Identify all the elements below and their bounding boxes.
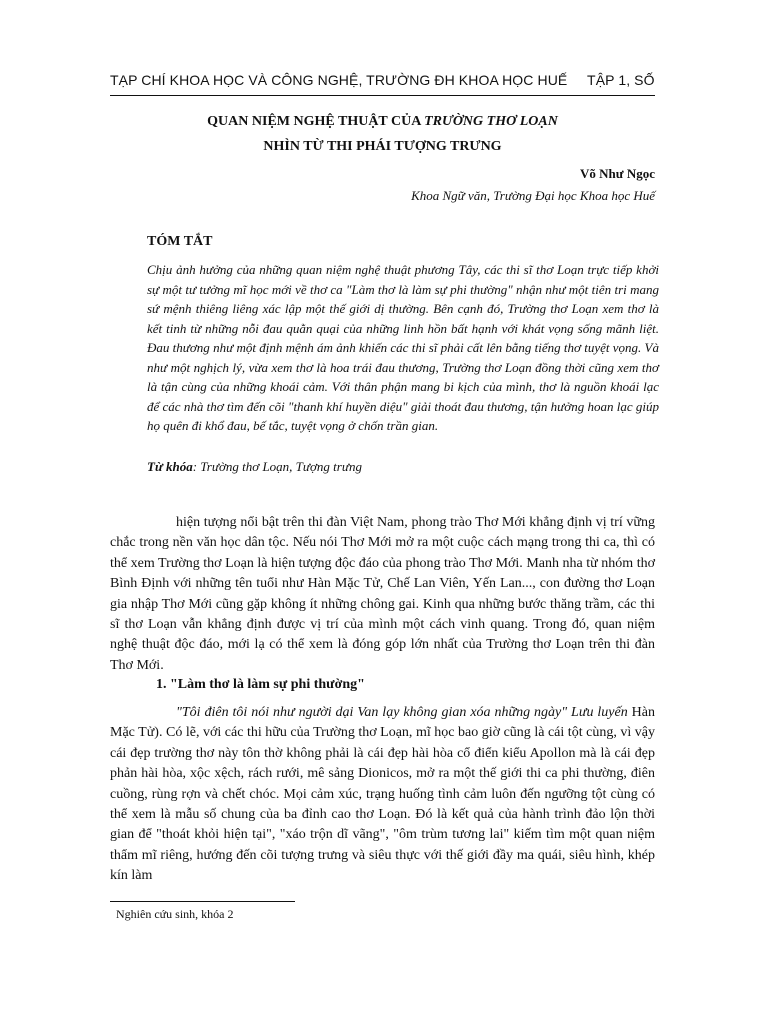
- keywords-list: : Trường thơ Loạn, Tượng trưng: [192, 459, 362, 474]
- journal-header: TẠP CHÍ KHOA HỌC VÀ CÔNG NGHỆ, TRƯỜNG ĐH KHOA HỌC HUẾ TẬP 1, SỐ: [110, 72, 655, 88]
- author-affiliation: Khoa Ngữ văn, Trường Đại học Khoa học Huế: [411, 188, 655, 203]
- title-prefix: QUAN NIỆM NGHỆ THUẬT CỦA: [207, 114, 425, 129]
- footnote-rule: [110, 901, 295, 902]
- section-1-quote: "Tôi điên tôi nói như người dại Van lạy không gian xóa những ngày" Lưu luyến: [176, 705, 628, 720]
- abstract-body: Chịu ảnh hưởng của những quan niệm nghệ thuật phương Tây, các thi sĩ thơ Loạn trực tiếp khởi sự một tư tưởng mĩ học mới về thơ ca "Làm thơ là làm sự phi thường" nhận như một tiên tri mang sứ mệnh thiêng liêng xác lập một thế giới dị thường. Bên cạnh đó, Trường thơ Loạn xem thơ là kết tinh từ những nỗi đau quằn quại của những linh hồn bất hạnh với khát vọng sống mãnh liệt. Đau thương như một định mệnh ám ảnh khiến các thi sĩ phải cất lên bằng tiếng thơ tuyệt vọng. Và như một nghịch lý, vừa xem thơ là hoa trái đau thương, Trường thơ Loạn đồng thời cũng xem thơ là tận cùng của những khoái cảm. Với thân phận mang bi kịch của mình, thơ là nguồn khoái lạc để các nhà thơ tìm đến cõi "thanh khí huyền diệu" giải thoát đau thương, tận hưởng hoan lạc giúp họ quên đi khổ đau, bế tắc, tuyệt vọng ở chốn trần gian.: [147, 262, 659, 433]
- author-name: Võ Như Ngọc: [580, 166, 655, 181]
- section-1-text: Hàn Mặc Tử). Có lẽ, với các thi hữu của Trường thơ Loạn, mĩ học bao giờ cũng là cái tột cùng, vì vậy cái đẹp trường thơ này tôn thờ không phải là cái đẹp hài hòa cổ điển kiểu Apollon mà là cái đẹp phản hài hòa, xộc xệch, rách rưới, mê sảng Dionicos, mở ra một thế giới thi ca phi thường, điên cuồng, rùng rợn và chết chóc. Mọi cảm xúc, trạng huống tình cảm luôn đến ngưỡng tột cùng có thể xem là mẫu số chung của ba đỉnh cao thơ Loạn. Đó là kết quả của hành trình đảo lộn thời gian để "thoát khỏi hiện tại", "xáo trộn dĩ vãng", "ôm trùm tương lai" kiếm tìm một quan niệm thẩm mĩ riêng, hướng đến cõi tượng trưng và siêu thực với thế giới đầy ma quái, siêu hình, khép kín làm: [110, 705, 655, 884]
- paper-title-line-1: [110, 114, 655, 130]
- paper-title-line-2: NHÌN TỪ THI PHÁI TƯỢNG TRƯNG: [263, 139, 502, 154]
- keywords: [147, 459, 362, 475]
- intro-paragraph: hiện tượng nổi bật trên thi đàn Việt Nam, phong trào Thơ Mới khẳng định vị trí vững chắc trong nền văn học dân tộc. Nếu nói Thơ Mới mở ra một cuộc cách mạng trong thi ca, thì có thể xem Trường thơ Loạn là hiện tượng độc đáo của phong trào Thơ Mới. Manh nha từ nhóm thơ Bình Định với những tên tuổi như Hàn Mặc Tử, Chế Lan Viên, Yến Lan..., con đường thơ Loạn gia nhập Thơ Mới cũng gặp không ít những chông gai. Kinh qua những bước thăng trầm, các thi sĩ thơ Loạn vẫn khẳng định được vị trí của mình một cách vinh quang. Trong đó, quan niệm nghệ thuật độc đáo, mới lạ có thể xem là đóng góp lớn nhất của Trường thơ Loạn trên thi đàn Thơ Mới.: [110, 515, 655, 673]
- abstract-heading: TÓM TẮT: [147, 234, 213, 249]
- header-rule: [110, 95, 655, 96]
- title-italic: TRƯỜNG THƠ LOẠN: [424, 114, 558, 129]
- footnote: Nghiên cứu sinh, khóa 2: [116, 907, 234, 921]
- section-1-paragraph: [110, 703, 655, 887]
- section-1-heading: 1. "Làm thơ là làm sự phi thường": [156, 677, 365, 692]
- keywords-label: Từ khóa: [147, 459, 193, 474]
